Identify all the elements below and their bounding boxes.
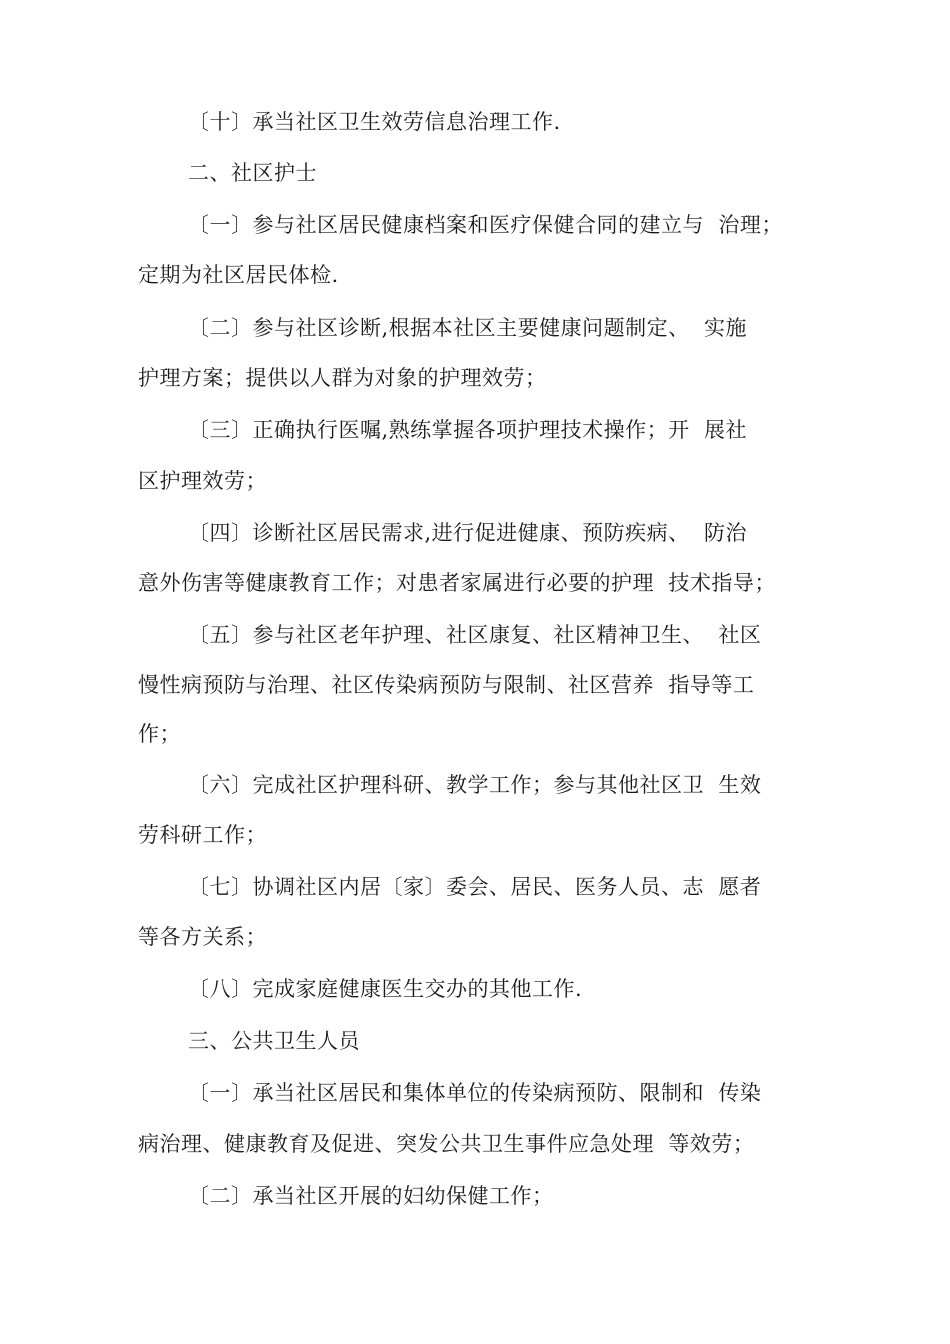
text-line: 〔五〕参与社区老年护理、社区康复、社区精神卫生、 社区 — [188, 623, 762, 647]
text-line: 〔二〕参与社区诊断,根据本社区主要健康问题制定、 实施 — [188, 316, 748, 340]
section-heading: 二、社区护士 — [188, 161, 317, 185]
text-line: 〔十〕承当社区卫生效劳信息治理工作. — [188, 110, 561, 134]
text-line: 〔四〕诊断社区居民需求,进行促进健康、预防疾病、 防治 — [188, 521, 748, 545]
section-heading: 三、公共卫生人员 — [188, 1029, 360, 1053]
text-line: 等各方关系； — [138, 925, 267, 949]
text-line: 〔二〕承当社区开展的妇幼保健工作； — [188, 1184, 554, 1208]
text-line: 慢性病预防与治理、社区传染病预防与限制、社区营养 指导等工 — [138, 673, 755, 697]
text-line: 〔一〕参与社区居民健康档案和医疗保健合同的建立与 治理； — [188, 213, 783, 237]
text-line: 作； — [138, 722, 181, 746]
text-line: 意外伤害等健康教育工作；对患者家属进行必要的护理 技术指导； — [138, 571, 776, 595]
text-line: 劳科研工作； — [138, 823, 267, 847]
text-line: 〔八〕完成家庭健康医生交办的其他工作. — [188, 977, 583, 1001]
text-line: 〔六〕完成社区护理科研、教学工作；参与其他社区卫 生效 — [188, 773, 762, 797]
text-line: 区护理效劳； — [138, 469, 267, 493]
text-line: 定期为社区居民体检. — [138, 263, 339, 287]
text-line: 〔三〕正确执行医嘱,熟练掌握各项护理技术操作；开 展社 — [188, 418, 748, 442]
text-line: 护理方案；提供以人群为对象的护理效劳； — [138, 366, 547, 390]
text-line: 〔七〕协调社区内居〔家〕委会、居民、医务人员、志 愿者 — [188, 875, 762, 899]
text-line: 病治理、健康教育及促进、突发公共卫生事件应急处理 等效劳； — [138, 1132, 755, 1156]
text-line: 〔一〕承当社区居民和集体单位的传染病预防、限制和 传染 — [188, 1081, 762, 1105]
